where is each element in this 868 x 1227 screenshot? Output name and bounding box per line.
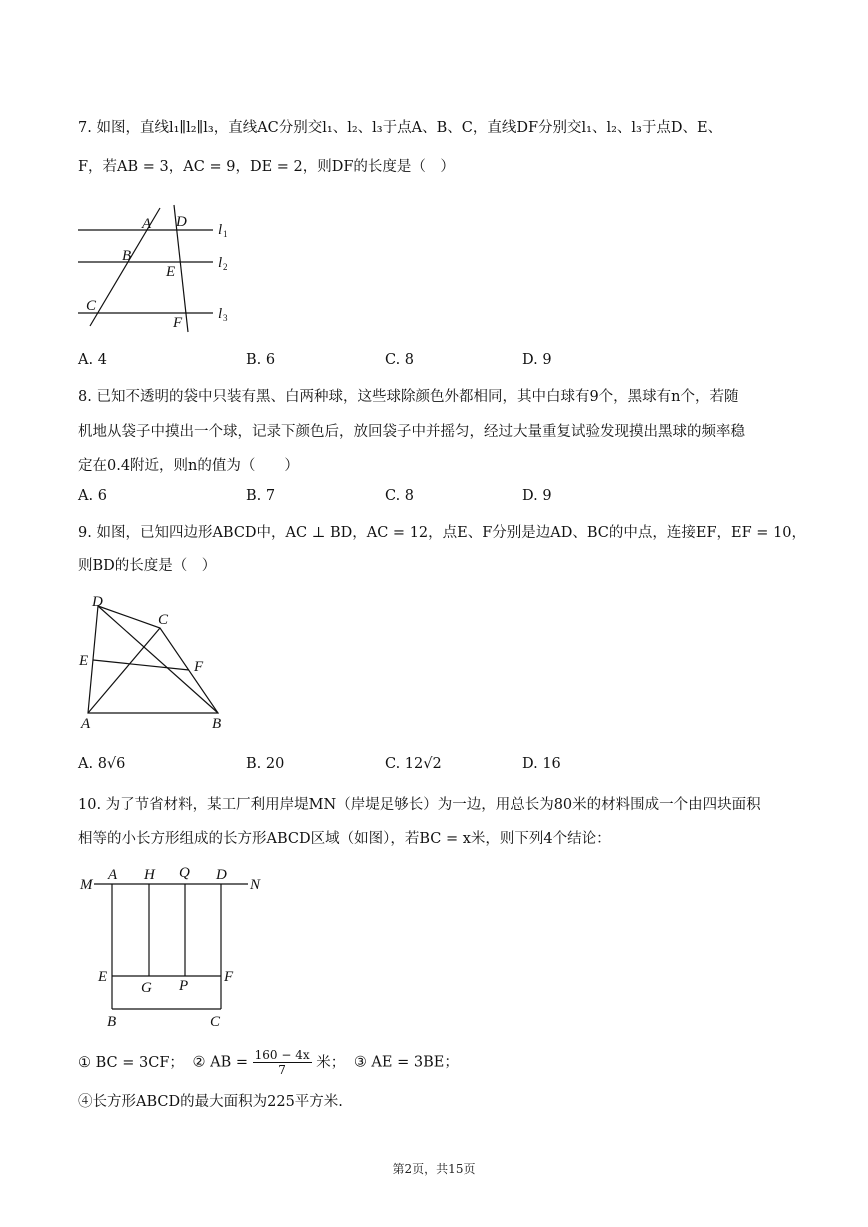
q7-label-l2-sub: 2 xyxy=(223,262,228,272)
q10-fraction-numerator: 160 − 4x xyxy=(254,1048,310,1062)
q9-choice-b[interactable]: B. 20 xyxy=(246,756,285,772)
q10-statement-4: ④长方形ABCD的最大面积为225平方米. xyxy=(78,1094,343,1110)
q8-text-line2: 机地从袋子中摸出一个球，记录下颜色后，放回袋子中并摇匀，经过大量重复试验发现摸出黑球的频率稳 xyxy=(78,424,745,440)
q9-label-B: B xyxy=(212,716,222,732)
q10-label-N: N xyxy=(250,877,261,893)
q7-choice-a[interactable]: A. 4 xyxy=(78,352,107,368)
q10-label-A: A xyxy=(108,867,118,883)
q9-figure xyxy=(78,590,238,735)
q9-choice-a[interactable]: A. 8√6 xyxy=(78,756,126,772)
q7-choice-b[interactable]: B. 6 xyxy=(246,352,276,368)
q9-text-line2: 则BD的长度是（ ） xyxy=(78,558,217,574)
q10-statements-1-3 xyxy=(78,1048,459,1077)
q10-label-B: B xyxy=(107,1014,117,1030)
q10-label-D: D xyxy=(216,867,227,883)
q8-choice-d[interactable]: D. 9 xyxy=(522,488,552,504)
q10-text-line1: 10. 为了节省材料，某工厂利用岸堤MN（岸堤足够长）为一边，用总长为80米的材料围成一个由四块面积 xyxy=(78,797,761,813)
page-footer: 第2页，共15页 xyxy=(392,1162,476,1176)
q7-choices xyxy=(78,352,798,372)
q8-choices xyxy=(78,488,798,508)
q7-choice-c[interactable]: C. 8 xyxy=(385,352,415,368)
q7-choice-d[interactable]: D. 9 xyxy=(522,352,552,368)
q9-choice-d[interactable]: D. 16 xyxy=(522,756,561,772)
q9-label-F: F xyxy=(194,659,204,675)
q10-label-H: H xyxy=(144,867,155,883)
q10-label-C: C xyxy=(210,1014,221,1030)
q8-text-line1: 8. 已知不透明的袋中只装有黑、白两种球，这些球除颜色外都相同，其中白球有9个，黑球有n个，若随 xyxy=(78,389,739,405)
q7-text-line2: F，若AB = 3，AC = 9，DE = 2，则DF的长度是（ ） xyxy=(78,159,455,175)
q10-figure xyxy=(78,864,278,1034)
q8-choice-b[interactable]: B. 7 xyxy=(246,488,276,504)
q8-choice-a[interactable]: A. 6 xyxy=(78,488,107,504)
q7-label-F: F xyxy=(173,315,183,331)
q7-label-B: B xyxy=(122,248,132,264)
q7-label-l2: l xyxy=(218,255,223,271)
q7-figure xyxy=(78,200,248,340)
q7-label-l3: l xyxy=(218,306,223,322)
q7-label-l3-sub: 3 xyxy=(223,313,228,323)
q9-text-line1: 9. 如图，已知四边形ABCD中，AC ⊥ BD，AC = 12，点E、F分别是边AD、BC的中点，连接EF，EF = 10， xyxy=(78,525,807,541)
q7-label-C: C xyxy=(86,298,97,314)
q10-label-M: M xyxy=(80,877,93,893)
q9-label-C: C xyxy=(158,612,169,628)
q10-fraction-denominator: 7 xyxy=(278,1063,286,1077)
q8-choice-c[interactable]: C. 8 xyxy=(385,488,415,504)
q10-statement-2-prefix: ② AB = xyxy=(192,1054,248,1071)
q10-statement-2-fraction xyxy=(253,1048,312,1077)
q10-statement-2-suffix: 米； xyxy=(316,1054,346,1071)
q10-text-line2: 相等的小长方形组成的长方形ABCD区域（如图），若BC = x米，则下列4个结论： xyxy=(78,831,611,847)
q7-label-D: D xyxy=(176,214,187,230)
q7-label-A: A xyxy=(142,216,152,232)
q7-label-E: E xyxy=(166,264,176,280)
q9-label-E: E xyxy=(79,653,89,669)
q8-text-line3: 定在0.4附近，则n的值为（ ） xyxy=(78,458,299,474)
q10-label-Q: Q xyxy=(179,865,190,881)
q9-label-D: D xyxy=(92,594,103,610)
q10-label-P: P xyxy=(179,978,189,994)
q10-label-E: E xyxy=(98,969,108,985)
q9-choices xyxy=(78,756,798,776)
q9-label-A: A xyxy=(81,716,91,732)
q7-label-l1: l xyxy=(218,222,223,238)
q9-choice-c[interactable]: C. 12√2 xyxy=(385,756,442,772)
q10-statement-1: ① BC = 3CF； xyxy=(78,1054,184,1071)
q7-text-line1: 7. 如图，直线l₁∥l₂∥l₃，直线AC分别交l₁、l₂、l₃于点A、B、C，直线DF分别交l₁、l₂、l₃于点D、E、 xyxy=(78,120,723,136)
q10-statement-3: ③ AE = 3BE； xyxy=(353,1054,459,1071)
q7-label-l1-sub: 1 xyxy=(223,229,228,239)
q10-label-F: F xyxy=(224,969,234,985)
q10-label-G: G xyxy=(141,980,152,996)
